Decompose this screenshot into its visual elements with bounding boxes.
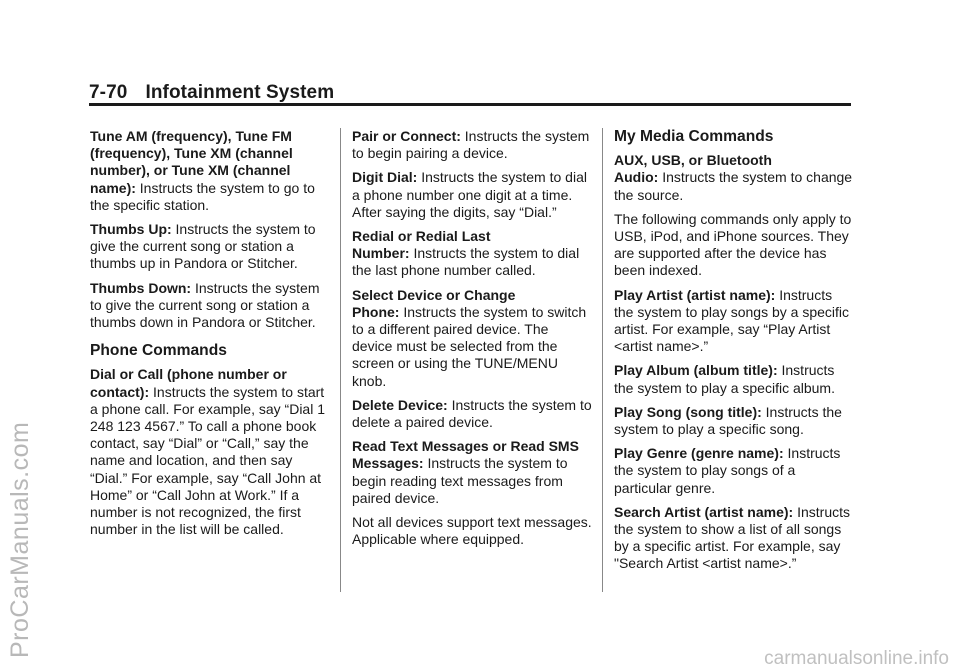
column-divider xyxy=(602,128,603,592)
command-term: Pair or Connect: xyxy=(352,128,461,144)
command-description: Instructs the system to show a list of all songs by a specific artist. For example, say "Search Artist <artist name>.” xyxy=(614,503,850,572)
command-play-album xyxy=(614,362,854,396)
command-description: Instructs the system to change the source. xyxy=(614,169,853,203)
command-description: Instructs the system to begin pairing a device. xyxy=(352,128,590,162)
command-term: Read Text Messages or Read SMS Messages: xyxy=(352,438,579,472)
media-note: The following commands only apply to USB, iPod, and iPhone sources. They are supported after the device has been indexed. xyxy=(614,210,852,279)
command-term: Thumbs Down: xyxy=(90,279,192,296)
command-description: Instructs the system to play a specific song. xyxy=(614,403,842,438)
command-description: Instructs the system to delete a paired device. xyxy=(352,396,592,431)
page-heading xyxy=(89,82,851,104)
command-delete-device xyxy=(352,397,592,431)
command-thumbs-down xyxy=(90,280,330,332)
command-term: Thumbs Up: xyxy=(90,221,172,238)
command-play-artist xyxy=(614,287,854,356)
column-2 xyxy=(352,128,592,555)
command-tune xyxy=(90,128,330,214)
command-term: AUX, USB, or Bluetooth Audio: xyxy=(614,152,772,186)
command-description: Instructs the system to begin reading text messages from paired device. xyxy=(352,455,568,506)
command-term: Digit Dial: xyxy=(352,169,418,186)
command-play-song xyxy=(614,404,854,438)
column-1 xyxy=(90,128,330,545)
command-read-messages xyxy=(352,438,592,507)
command-description: Instructs the system to play songs of a particular genre. xyxy=(614,445,841,496)
command-term: Play Genre (genre name): xyxy=(614,445,784,462)
command-term: Play Album (album title): xyxy=(614,362,778,379)
command-thumbs-up xyxy=(90,221,330,273)
command-term: Play Song (song title): xyxy=(614,403,762,420)
command-description: Instructs the system to give the current song or station a thumbs down in Pandora or Stitcher. xyxy=(90,279,320,331)
column-3 xyxy=(614,128,854,580)
my-media-commands-heading: My Media Commands xyxy=(614,128,774,145)
command-term: Redial or Redial Last Number: xyxy=(352,228,491,262)
command-description: Instructs the system to dial a phone number one digit at a time. After saying the digits, say “Dial.” xyxy=(352,169,587,220)
side-watermark: ProCarManuals.com xyxy=(6,421,34,658)
command-term: Play Artist (artist name): xyxy=(614,286,776,303)
command-source xyxy=(614,152,854,204)
command-description: Instructs the system to play a specific album. xyxy=(614,362,835,396)
command-term: Dial or Call (phone number or contact): xyxy=(90,366,287,400)
command-select-device xyxy=(352,287,592,390)
command-search-artist xyxy=(614,504,854,573)
column-divider xyxy=(340,128,341,592)
command-digit-dial xyxy=(352,169,592,221)
support-note: Not all devices support text messages. Applicable where equipped. xyxy=(352,514,592,548)
phone-commands-heading: Phone Commands xyxy=(90,342,227,360)
section-title: Infotainment System xyxy=(145,82,335,103)
command-play-genre xyxy=(614,445,854,497)
command-description: Instructs the system to go to the specific station. xyxy=(90,179,315,213)
command-description: Instructs the system to give the current song or station a thumbs up in Pandora or Stitcher. xyxy=(90,221,316,272)
command-term: Delete Device: xyxy=(352,396,448,413)
command-term: Tune AM (frequency), Tune FM (frequency), Tune XM (channel number), or Tune XM (channel name): xyxy=(90,128,293,196)
command-pair-or-connect xyxy=(352,128,592,162)
command-redial xyxy=(352,228,592,280)
command-term: Select Device or Change Phone: xyxy=(352,286,516,320)
command-term: Search Artist (artist name): xyxy=(614,503,794,520)
command-description: Instructs the system to switch to a different paired device. The device must be selected from the screen or using the TUNE/MENU knob. xyxy=(352,303,587,389)
header-rule xyxy=(89,103,851,106)
command-description: Instructs the system to dial the last phone number called. xyxy=(352,245,580,279)
page-header xyxy=(89,82,851,104)
command-description: Instructs the system to play songs by a specific artist. For example, say “Play Artist <artist name>.” xyxy=(614,286,849,355)
page-number: 7-70 xyxy=(89,82,128,103)
command-dial-or-call xyxy=(90,366,330,538)
bottom-watermark: carmanualsonline.info xyxy=(764,648,949,669)
command-description: Instructs the system to start a phone call. For example, say “Dial 1 248 123 4567.” To call a phone book contact, say “Dial” or “Call,” say the name and location, and then say “Dial.” For example, say “Call John at Home” or “Call John at Work.” If a number is not recognized, the first number in the list will be called. xyxy=(90,383,325,538)
